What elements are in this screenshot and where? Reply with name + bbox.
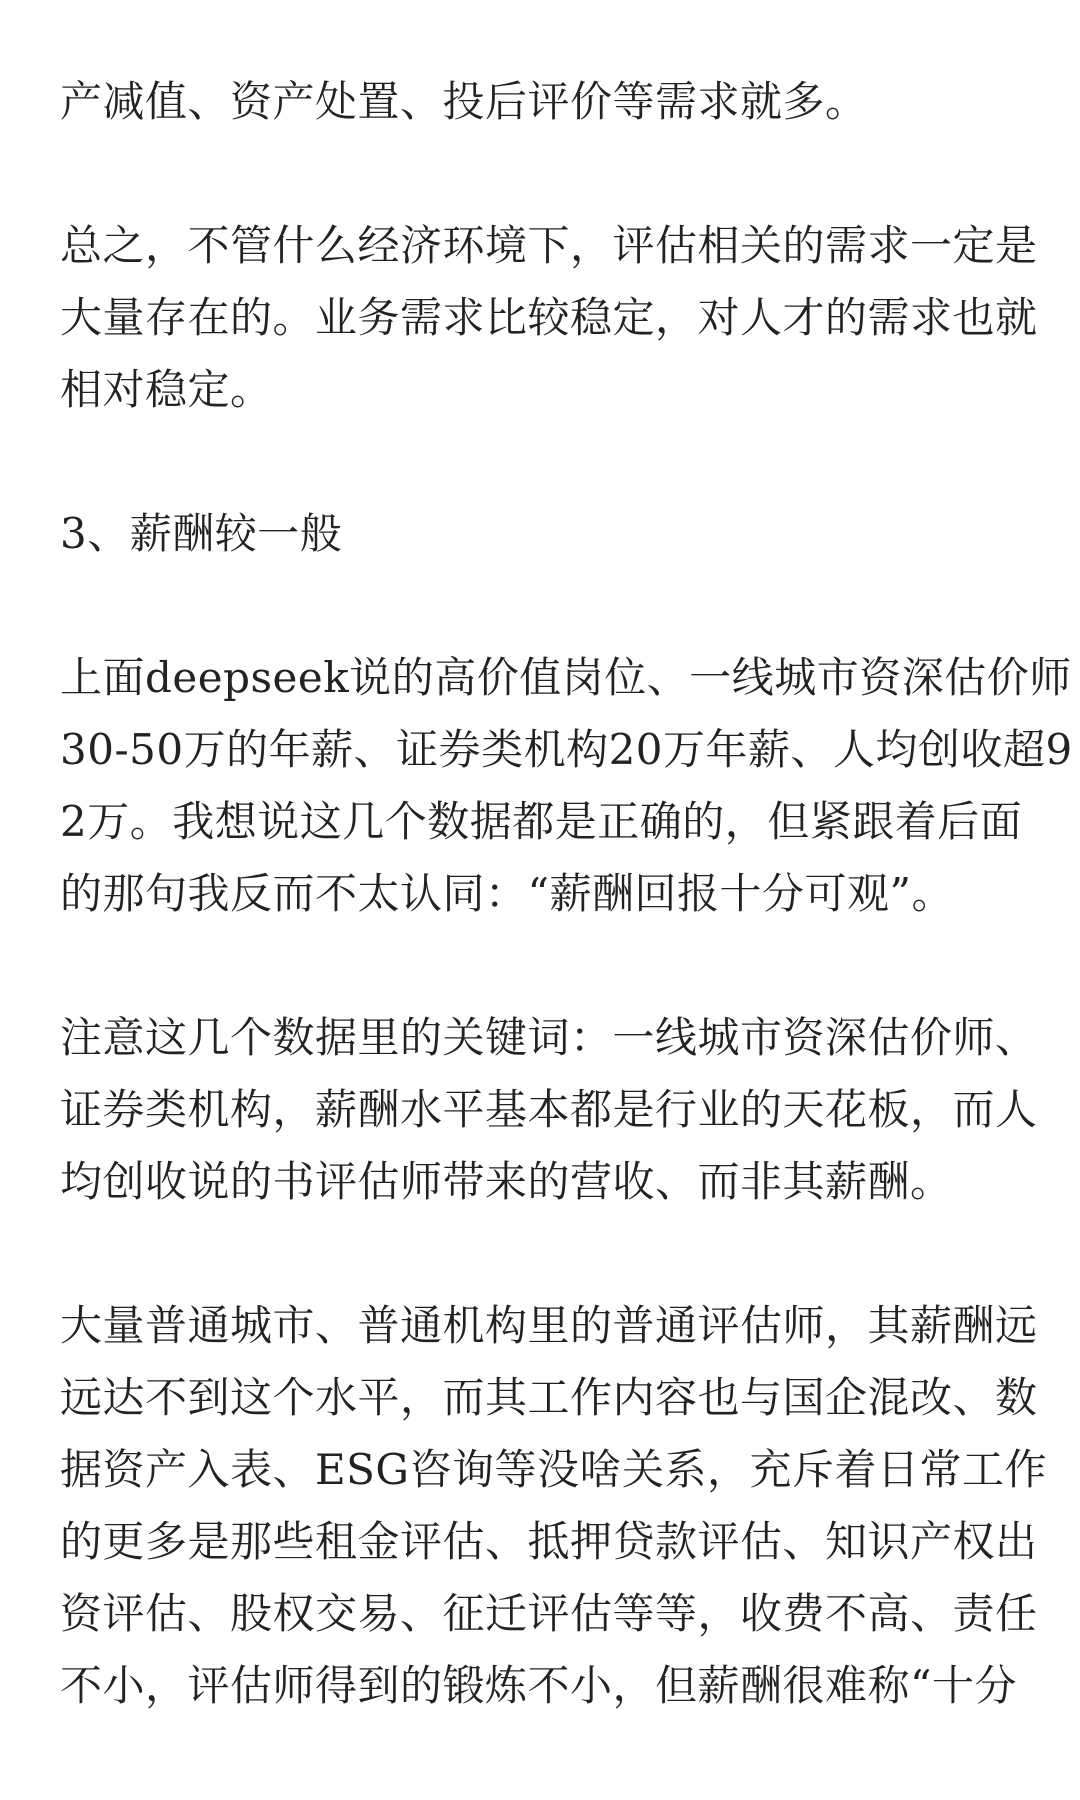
article-body [60, 66, 1073, 1794]
text-line: 总之，不管什么经济环境下，评估相关的需求一定是 [60, 221, 1038, 270]
text-line: 证券类机构，薪酬水平基本都是行业的天花板，而人 [60, 1085, 1038, 1134]
paragraph-2 [60, 210, 1038, 426]
text-line: 大量存在的。业务需求比较稳定，对人才的需求也就 [60, 293, 1038, 342]
paragraph-3 [60, 642, 1073, 930]
text-line: 注意这几个数据里的关键词：一线城市资深估价师、 [60, 1013, 1038, 1062]
section-heading [60, 498, 1020, 570]
paragraph-4 [60, 1002, 1038, 1218]
text-line: 资评估、股权交易、征迁评估等等，收费不高、责任 [60, 1589, 1038, 1638]
paragraph-1 [60, 66, 1020, 138]
paragraph-5 [60, 1290, 1047, 1722]
text-line: 大量普通城市、普通机构里的普通评估师，其薪酬远 [60, 1301, 1038, 1350]
heading-text: 3、薪酬较一般 [60, 509, 343, 558]
text-line: 远达不到这个水平，而其工作内容也与国企混改、数 [60, 1373, 1038, 1422]
text-line: 30-50万的年薪、证券类机构20万年薪、人均创收超9 [60, 725, 1073, 774]
text-line: 相对稳定。 [60, 365, 273, 414]
text-line: 产减值、资产处置、投后评价等需求就多。 [60, 77, 868, 126]
text-line: 的那句我反而不太认同：“薪酬回报十分可观”。 [60, 869, 954, 918]
text-line: 均创收说的书评估师带来的营收、而非其薪酬。 [60, 1157, 953, 1206]
text-line: 上面deepseek说的高价值岗位、一线城市资深估价师 [60, 653, 1072, 702]
text-line: 2万。我想说这几个数据都是正确的，但紧跟着后面 [60, 797, 1023, 846]
text-line: 据资产入表、ESG咨询等没啥关系，充斥着日常工作 [60, 1445, 1047, 1494]
text-line: 不小，评估师得到的锻炼不小，但薪酬很难称“十分 [60, 1661, 1017, 1710]
text-line: 的更多是那些租金评估、抵押贷款评估、知识产权出 [60, 1517, 1038, 1566]
